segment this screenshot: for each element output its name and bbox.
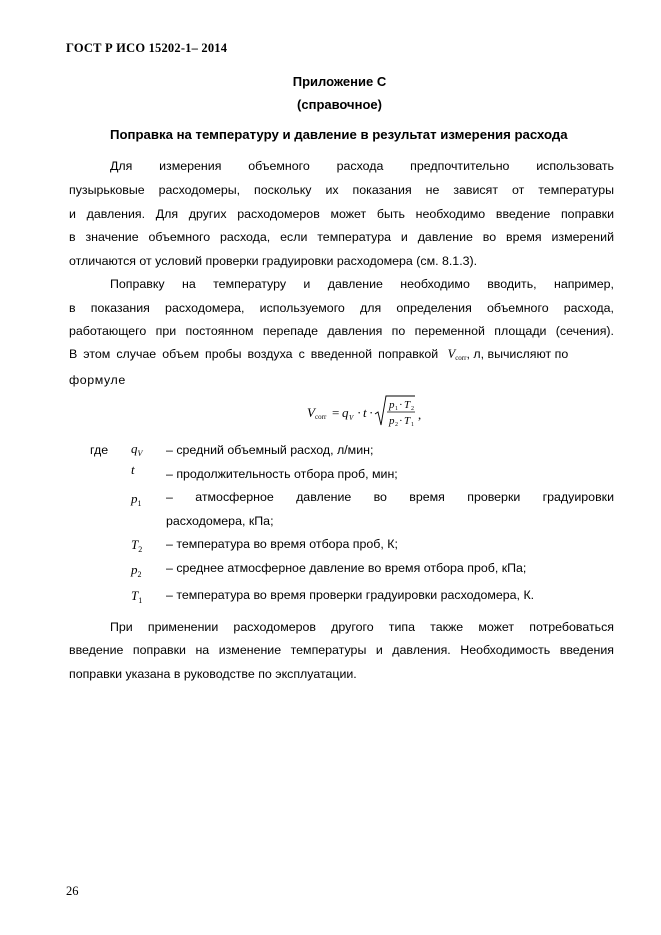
inline-symbol-v-corr: Vcorr: [447, 347, 467, 362]
paragraph-2-line: Поправку на температуру и давление необходимо вводить, например,: [110, 277, 614, 291]
formula-den-p: p: [389, 415, 395, 427]
symbol-p2: $p_2$: [131, 562, 142, 579]
paragraph-1-line: и давления. Для других расходомеров может быть необходимо введение поправки: [69, 207, 614, 221]
symbol-t2: $T_2$: [131, 537, 143, 554]
formula-den-p-sub: 2: [395, 422, 398, 428]
paragraph-3-line: введение поправки на изменение температуры и давления. Необходимость введения: [69, 643, 614, 657]
formula-den-t-sub: 1: [411, 422, 414, 428]
section-title: Поправка на температуру и давление в результат измерения расхода: [110, 127, 568, 142]
definition-t1: – температура во время проверки градуировки расходомера, К.: [166, 588, 535, 602]
appendix-title: Приложение С: [292, 74, 387, 89]
paragraph-1-line: в значение объемного расхода, если температура и давление во время измерений: [69, 230, 614, 244]
document-header: ГОСТ Р ИСО 15202-1– 2014: [66, 41, 228, 55]
formula-comma: ,: [418, 407, 422, 422]
formula-dot: ·: [357, 405, 362, 420]
formula-dot: ·: [399, 399, 403, 411]
paragraph-1-line: Для измерения объемного расхода предпочтительно использовать: [110, 159, 614, 173]
formula-num-t-sub: 2: [411, 406, 414, 412]
where-label: где: [90, 443, 109, 457]
formula-q-sub: V: [349, 414, 354, 422]
paragraph-2-line: работающего при постоянном перепаде давления по переменной площади (сечения).: [69, 324, 614, 338]
definition-t2: – температура во время отбора проб, К;: [166, 537, 398, 551]
formula-t: t: [363, 405, 367, 420]
paragraph-2-line: в показания расходомера, используемого для определения объемного расхода,: [69, 301, 614, 315]
formula-v: V: [307, 405, 315, 420]
formula-num-p: p: [389, 399, 395, 411]
definition-p1-continued: расходомера, кПа;: [166, 514, 274, 528]
definition-t: – продолжительность отбора проб, мин;: [166, 467, 398, 481]
formula-dot: ·: [399, 415, 403, 427]
paragraph-3-line: поправки указана в руководстве по эксплуатации.: [69, 667, 357, 681]
formula-num-t: T: [404, 399, 411, 411]
symbol-qv: $q_V$: [131, 441, 143, 458]
paragraph-2-tail: , л, вычисляют по: [466, 347, 569, 361]
formula-dot: ·: [369, 405, 374, 420]
paragraph-1-line: пузырьковые расходомеры, поскольку их показания не зависят от температуры: [69, 183, 614, 197]
symbol-p1: $p_1$: [131, 491, 142, 508]
formula-svg: [307, 392, 427, 432]
formula-v-sub: corr: [315, 413, 327, 421]
paragraph-1-line: отличаются от условий проверки градуировки расходомера (см. 8.1.3).: [69, 254, 478, 268]
formula-num-p-sub: 1: [395, 406, 398, 412]
appendix-status: (справочное): [297, 97, 382, 112]
symbol-t1: $T_1$: [131, 588, 143, 605]
definition-p1: – атмосферное давление во время проверки градуировки: [166, 490, 614, 504]
definition-qv: – средний объемный расход, л/мин;: [166, 443, 374, 457]
formula-q: q: [342, 405, 349, 420]
formula-eq: =: [332, 405, 340, 420]
correction-formula: [307, 392, 427, 432]
symbol-t: t: [131, 462, 135, 477]
page-number: 26: [66, 884, 79, 898]
paragraph-3-line: При применении расходомеров другого типа также может потребоваться: [110, 620, 614, 634]
definition-p2: – среднее атмосферное давление во время отбора проб, кПа;: [166, 561, 527, 575]
paragraph-2-last: формуле: [69, 373, 126, 387]
paragraph-2-line-with-symbol: [69, 346, 614, 364]
paragraph-2-text: В этом случае объем пробы воздуха с введенной поправкой: [69, 347, 439, 361]
formula-den-t: T: [404, 415, 411, 427]
